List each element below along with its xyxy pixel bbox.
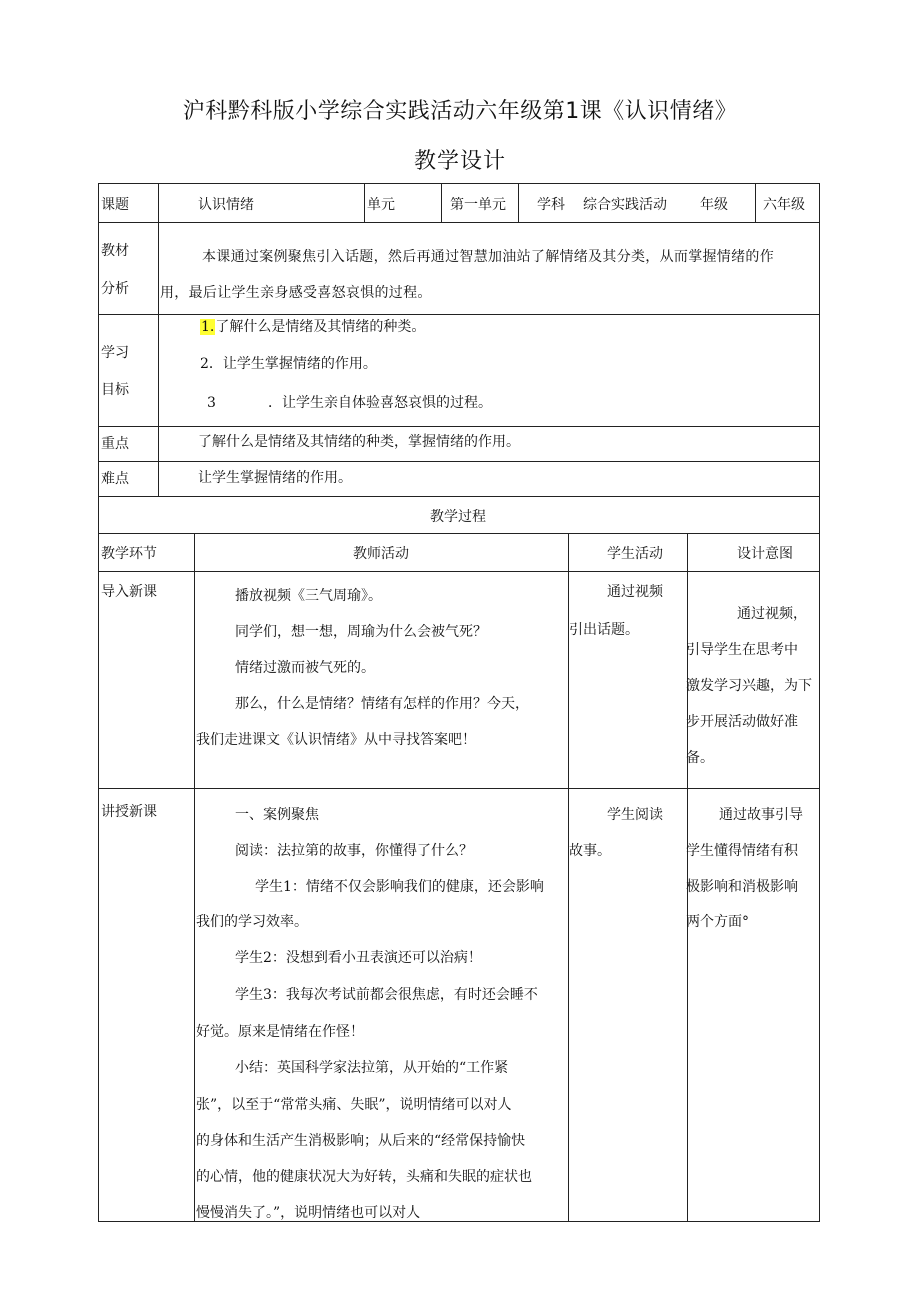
col-divider (755, 184, 756, 222)
intro-teacher-line: 同学们，想一想，周瑜为什么会被气死？ (235, 624, 487, 640)
intro-teacher-line: 情绪过激而被气死的。 (235, 660, 375, 676)
lecture-student-line: 故事。 (569, 843, 611, 859)
intro-intent-line: 通过视频， (737, 606, 807, 622)
goal-item-1-text: 了解什么是情绪及其情绪的种类。 (215, 319, 426, 335)
document-title: 沪科黔科版小学综合实践活动六年级第1课《认识情绪》 (182, 99, 738, 124)
key-point-label: 重点 (101, 436, 129, 452)
intro-intent-line: 激发学习兴趣，为下 (686, 678, 812, 694)
row-divider (99, 533, 819, 534)
goal-item-1 (200, 318, 425, 336)
row-divider (99, 496, 819, 497)
intro-student-line: 引出话题。 (569, 622, 639, 638)
goal-item-3-number: 3 (207, 395, 216, 411)
col-divider (441, 184, 442, 222)
intro-intent-line: 备。 (686, 750, 714, 766)
grade-value: 六年级 (763, 197, 805, 213)
lecture-intent-line: 极影响和消极影响 (686, 879, 798, 895)
goals-label-2: 目标 (101, 382, 129, 398)
lecture-intent-line: 通过故事引导 (719, 807, 803, 823)
row-divider (99, 461, 819, 462)
col-header-teacher: 教师活动 (353, 546, 409, 562)
col-header-intent: 设计意图 (737, 546, 793, 562)
row-divider (99, 788, 819, 789)
analysis-label-2: 分析 (101, 281, 129, 297)
lecture-teacher-line: 学生2：没想到看小丑表演还可以治病！ (235, 950, 482, 966)
lecture-teacher-line: 小结：英国科学家法拉第，从开始的“工作紧 (235, 1060, 509, 1076)
lecture-teacher-line: 阅读：法拉第的故事，你懂得了什么？ (235, 843, 473, 859)
grade-label: 年级 (700, 197, 728, 213)
lecture-teacher-line: 学生1：情绪不仅会影响我们的健康，还会影响 (255, 879, 544, 895)
subject-label: 学科 (537, 197, 565, 213)
row-divider (99, 571, 819, 572)
lecture-teacher-line: 我们的学习效率。 (196, 914, 308, 930)
row-divider (99, 426, 819, 427)
goal-item-2: 2．让学生掌握情绪的作用。 (200, 356, 377, 372)
topic-value: 认识情绪 (198, 197, 254, 213)
intro-stage: 导入新课 (101, 584, 157, 600)
difficulty-label: 难点 (101, 471, 129, 487)
lecture-intent-line: 学生懂得情绪有积 (686, 843, 798, 859)
process-header: 教学过程 (430, 509, 486, 525)
intro-teacher-line: 那么，什么是情绪？情绪有怎样的作用？今天， (235, 696, 529, 712)
col-divider (158, 184, 159, 222)
lecture-teacher-line: 好觉。原来是情绪在作怪！ (196, 1024, 364, 1040)
lecture-teacher-line: 的身体和生活产生消极影响；从后来的“经常保持愉快 (196, 1133, 526, 1149)
row-divider (99, 314, 819, 315)
lecture-teacher-line: 的心情，他的健康状况大为好转，头痛和失眠的症状也 (196, 1169, 532, 1185)
intro-intent-line: 步开展活动做好准 (686, 714, 798, 730)
intro-teacher-line: 播放视频《三气周瑜》。 (235, 588, 382, 604)
intro-intent-line: 引导学生在思考中 (686, 642, 798, 658)
col-divider (364, 184, 365, 222)
goals-label-1: 学习 (101, 345, 129, 361)
lecture-teacher-line: 学生3：我每次考试前都会很焦虑，有时还会睡不 (235, 987, 538, 1003)
col-header-student: 学生活动 (607, 546, 663, 562)
analysis-text-2: 用，最后让学生亲身感受喜怒哀惧的过程。 (160, 285, 432, 301)
col-divider (194, 533, 195, 1221)
col-divider (687, 533, 688, 1221)
col-header-stage: 教学环节 (101, 546, 157, 562)
key-point-text: 了解什么是情绪及其情绪的种类，掌握情绪的作用。 (198, 434, 520, 450)
analysis-label-1: 教材 (101, 243, 129, 259)
col-divider (158, 222, 159, 496)
subject-value: 综合实践活动 (583, 197, 667, 213)
difficulty-text: 让学生掌握情绪的作用。 (198, 470, 352, 486)
goal-item-1-number: 1. (201, 319, 215, 335)
topic-label: 课题 (101, 197, 129, 213)
unit-label: 单元 (367, 197, 395, 213)
lecture-teacher-line: 慢慢消失了。”，说明情绪也可以对人 (196, 1205, 421, 1221)
document-subtitle: 教学设计 (413, 149, 506, 174)
col-divider (518, 184, 519, 222)
lecture-teacher-line: 一、案例聚焦 (235, 807, 319, 823)
lecture-stage: 讲授新课 (101, 804, 157, 820)
unit-value: 第一单元 (450, 197, 506, 213)
analysis-text-1: 本课通过案例聚焦引入话题，然后再通过智慧加油站了解情绪及其分类，从而掌握情绪的作 (202, 249, 774, 265)
row-divider (99, 222, 819, 223)
lecture-intent-line: 两个方面° (686, 914, 749, 930)
lecture-student-line: 学生阅读 (607, 807, 663, 823)
goal-item-3-text: ．让学生亲自体验喜怒哀惧的过程。 (268, 395, 492, 411)
intro-teacher-line: 我们走进课文《认识情绪》从中寻找答案吧！ (196, 732, 476, 748)
intro-student-line: 通过视频 (607, 584, 663, 600)
lecture-teacher-line: 张”，以至于“常常头痛、失眠”，说明情绪可以对人 (196, 1097, 512, 1113)
